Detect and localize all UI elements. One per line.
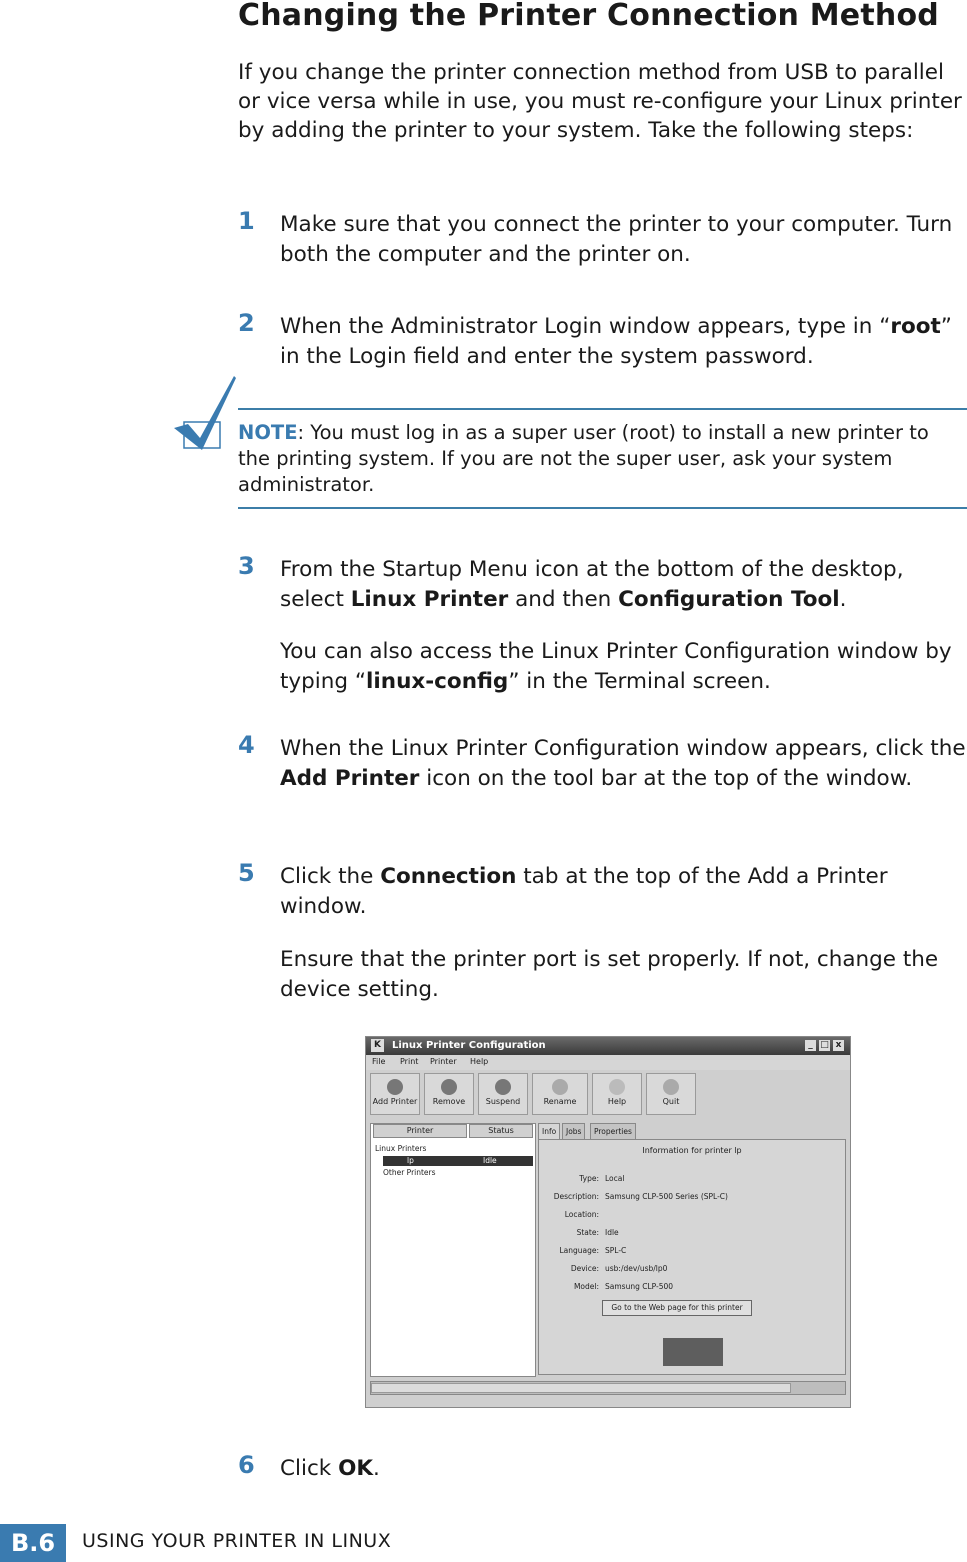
step-number: 6 (238, 1451, 255, 1479)
tree-root: Linux Printers (375, 1144, 427, 1153)
step-4 (238, 731, 966, 794)
printer-column-header: Printer (373, 1124, 467, 1138)
remove-button: Remove (424, 1073, 474, 1115)
info-box: Information for printer lp Type: Local Description: Samsung CLP-500 Series (SPL-C) Location: State: Idle Language: SPL-C Device: usb:/dev/usb/lp0 Model: Samsung CLP-500 Go to the Web page for this printer (538, 1139, 846, 1375)
tab-properties: Properties (590, 1123, 636, 1139)
step-5-note: Ensure that the printer port is set properly. If not, change the device setting. (280, 947, 939, 1002)
printer-info-panel (538, 1123, 848, 1377)
suspend-icon (495, 1079, 511, 1095)
step-number: 5 (238, 859, 255, 887)
window-title: Linux Printer Configuration (392, 1040, 546, 1051)
step-text: Click OK. (280, 1456, 380, 1481)
remove-icon (441, 1079, 457, 1095)
toolbar (370, 1073, 846, 1117)
rename-button: Rename (532, 1073, 588, 1115)
checkmark-icon (170, 372, 240, 452)
step-text: From the Startup Menu icon at the bottom of the desktop, select Linux Printer and then Configuration Tool. (280, 557, 904, 612)
menu-file: File (372, 1057, 386, 1066)
menu-printer: Printer (430, 1057, 457, 1066)
printer-list-panel (370, 1123, 536, 1377)
tab-info: Info (538, 1123, 560, 1139)
step-number: 3 (238, 552, 255, 580)
tree-other: Other Printers (383, 1168, 436, 1177)
step-number: 1 (238, 207, 255, 235)
suspend-button: Suspend (478, 1073, 528, 1115)
step-6 (238, 1451, 966, 1484)
rename-icon (552, 1079, 568, 1095)
quit-button: Quit (646, 1073, 696, 1115)
close-icon: x (833, 1040, 844, 1051)
info-header: Information for printer lp (642, 1146, 742, 1155)
step-text: Click the Connection tab at the top of the Add a Printer window. (280, 864, 888, 919)
step-2 (238, 309, 966, 372)
step-3-note: You can also access the Linux Printer Configuration window by typing “linux-config” in the Terminal screen. (280, 639, 952, 694)
printer-icon (387, 1079, 403, 1095)
step-1 (238, 207, 966, 270)
menu-help: Help (470, 1057, 489, 1066)
status-column-header: Status (469, 1124, 533, 1138)
printer-logo-image (663, 1338, 723, 1366)
horizontal-scrollbar (370, 1381, 846, 1395)
selected-printer-row: lp Idle (383, 1156, 533, 1166)
web-page-button: Go to the Web page for this printer (602, 1300, 752, 1316)
running-footer: USING YOUR PRINTER IN LINUX (82, 1530, 392, 1552)
step-number: 4 (238, 731, 255, 759)
step-3 (238, 552, 966, 615)
page-number-tab: B.6 (0, 1524, 66, 1562)
scrollbar-thumb (371, 1383, 791, 1393)
printer-config-screenshot (365, 1036, 851, 1408)
maximize-icon: □ (820, 1040, 829, 1050)
window-titlebar (366, 1037, 850, 1055)
menu-print: Print (400, 1057, 419, 1066)
menu-bar (366, 1055, 850, 1070)
step-text: When the Linux Printer Configuration window appears, click the Add Printer icon on the tool bar at the top of the window. (280, 736, 966, 791)
step-text: Make sure that you connect the printer to your computer. Turn both the computer and the printer on. (280, 212, 953, 267)
step-5 (238, 859, 966, 922)
step-number: 2 (238, 309, 255, 337)
minimize-icon: _ (805, 1040, 816, 1051)
note-label: NOTE (238, 421, 298, 444)
help-icon (609, 1079, 625, 1095)
add-printer-button: Add Printer (370, 1073, 420, 1115)
intro-paragraph: If you change the printer connection method from USB to parallel or vice versa while in use, you must re-configure your Linux printer by adding the printer to your system. Take the following steps: (238, 60, 962, 143)
note-bottom-rule (238, 507, 967, 509)
help-button: Help (592, 1073, 642, 1115)
kde-icon: K (371, 1039, 384, 1052)
note-top-rule (238, 408, 967, 410)
note (238, 420, 963, 498)
note-text: : You must log in as a super user (root) to install a new printer to the printing system. If you are not the super user, ask your system administrator. (238, 421, 929, 496)
tab-jobs: Jobs (562, 1123, 585, 1139)
quit-icon (663, 1079, 679, 1095)
step-text: When the Administrator Login window appears, type in “root” in the Login field and enter the system password. (280, 314, 952, 369)
page-title: Changing the Printer Connection Method (238, 0, 939, 33)
